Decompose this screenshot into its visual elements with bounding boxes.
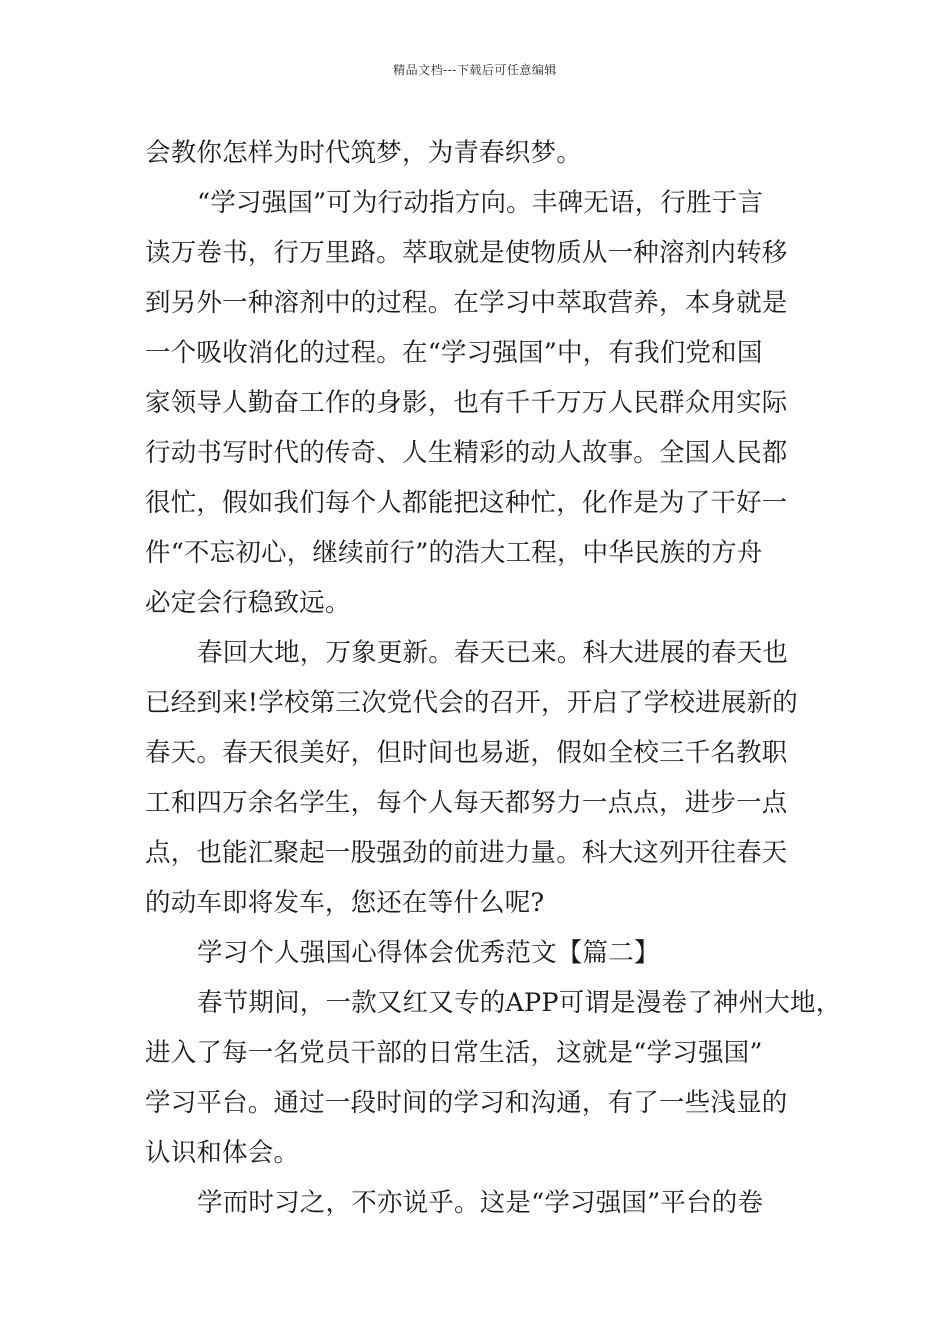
text-line: 必定会行稳致远。: [145, 588, 351, 618]
text-line: 家领导人勤奋工作的身影，也有千千万万人民群众用实际: [145, 388, 788, 418]
text-line: 的动车即将发车，您还在等什么呢?: [145, 888, 545, 918]
text-line: 读万卷书，行万里路。萃取就是使物质从一种溶剂内转移: [145, 238, 788, 268]
text-line: 很忙，假如我们每个人都能把这种忙，化作是为了干好一: [145, 488, 788, 518]
text-line: 认识和体会。: [145, 1138, 300, 1168]
running-header: 精品文档---下载后可任意编辑: [393, 63, 557, 77]
text-line: 春天。春天很美好，但时间也易逝，假如全校三千名教职: [145, 738, 788, 768]
text-line: 进入了每一名党员干部的日常生活，这就是“学习强国”: [145, 1038, 763, 1068]
text-line: 件“不忘初心，继续前行”的浩大工程，中华民族的方舟: [145, 538, 763, 568]
text-line: 工和四万余名学生，每个人每天都努力一点点，进步一点: [145, 788, 788, 818]
text-line: 一个吸收消化的过程。在“学习强国”中，有我们党和国: [145, 338, 763, 368]
text-line: 点，也能汇聚起一股强劲的前进力量。科大这列开往春天: [145, 838, 788, 868]
text-line: 已经到来!学校第三次党代会的召开，开启了学校进展新的: [145, 688, 798, 718]
text-line: 学而时习之，不亦说乎。这是“学习强国”平台的卷: [197, 1188, 764, 1218]
text-line: 行动书写时代的传奇、人生精彩的动人故事。全国人民都: [145, 438, 788, 468]
text-line: 会教你怎样为时代筑梦，为青春织梦。: [145, 138, 582, 168]
text-line: 春回大地，万象更新。春天已来。科大进展的春天也: [197, 638, 789, 668]
text-line: 学习平台。通过一段时间的学习和沟通，有了一些浅显的: [145, 1088, 788, 1118]
body-text: [145, 128, 842, 1228]
section-heading: 学习个人强国心得体会优秀范文【篇二】: [197, 938, 660, 968]
text-line: 到另外一种溶剂中的过程。在学习中萃取营养，本身就是: [145, 288, 788, 318]
text-line: 春节期间，一款又红又专的APP可谓是漫卷了神州大地，: [197, 988, 842, 1018]
text-line: “学习强国”可为行动指方向。丰碑无语，行胜于言: [197, 188, 764, 218]
